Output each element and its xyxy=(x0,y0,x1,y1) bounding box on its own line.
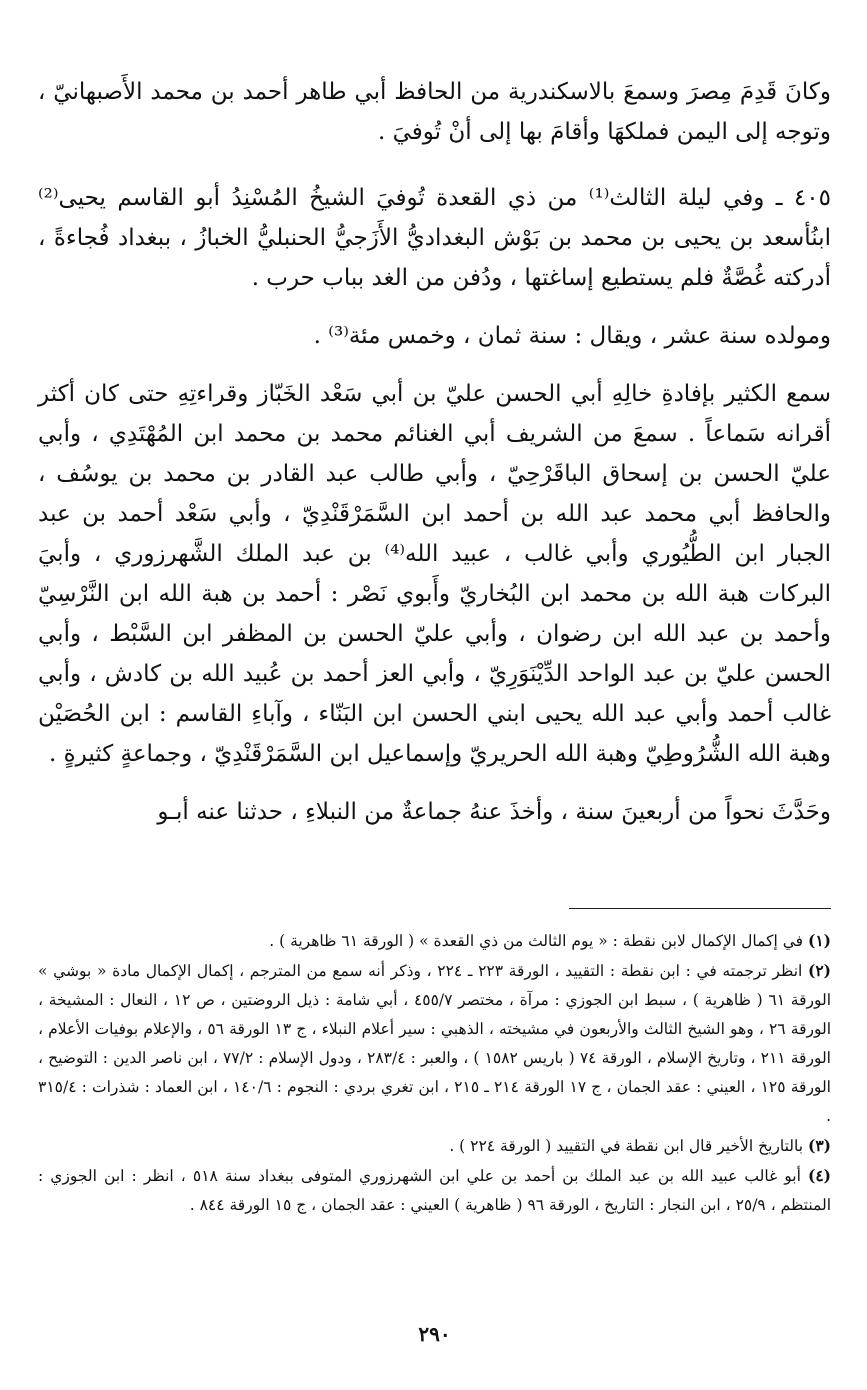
footnote-3 xyxy=(38,1131,831,1161)
paragraph-entry-405: ٤٠٥ ـ وفي ليلة الثالث⁽¹⁾ من ذي القعدة تُوفيَ الشيخُ المُسْنِدُ أبو القاسم يحيى⁽²⁾ ابنُأسعد بن يحيى بن محمد بن بَوْش البغداديُّ الأَزَجيُّ الحنبليُّ الخبازُ ، ببغداد فُجاءةً ، أدركته غُصَّةٌ فلم يستطيع إساغتها ، ودُفن من الغد بباب حرب . xyxy=(38,185,831,291)
main-text xyxy=(38,72,831,832)
footnote-text: بالتاريخ الأخير قال ابن نقطة في التقييد ( الورقة ٢٢٤ ) . xyxy=(449,1137,804,1155)
paragraph-intro: وكانَ قَدِمَ مِصرَ وسمعَ بالاسكندرية من الحافظ أبي طاهر أحمد بن محمد الأَصبهانيّ ، وتوجه إلى اليمن فملكهَا وأقامَ بها إلى أنْ تُوفيَ . xyxy=(38,79,831,145)
page-number: ٢٩٠ xyxy=(418,1322,451,1346)
footnote-text: في إكمال الإكمال لابن نقطة : « يوم الثالث من ذي القعدة » ( الورقة ٦١ ظاهرية ) . xyxy=(269,932,804,950)
footnote-1 xyxy=(38,926,831,956)
footnotes xyxy=(38,926,831,1220)
footnote-separator xyxy=(569,908,831,909)
footnote-4 xyxy=(38,1161,831,1220)
paragraph-teachers: سمع الكثير بإفادةِ خالِهِ أبي الحسن عليّ بن أبي سَعْد الخَبّاز وقراءتِهِ حتى كان أكثر أقرانه سَماعاً . سمعَ من الشريف أبي الغنائم محمد بن محمد ابن المُهْتَدِي ، وأبي عليّ الحسن بن إسحاق الباقَرْحِيّ ، وأبي طالب عبد القادر بن محمد بن يوسُف ، والحافظ أبي محمد عبد الله بن أحمد ابن السَّمَرْقَنْدِيّ ، وأبي سَعْد أحمد بن عبد الجبار ابن الطُّيُوري وأبي غالب ، عبيد الله⁽⁴⁾ بن عبد الملك الشَّهرزوري ، وأبيَ البركات هبة الله بن محمد ابن البُخاريّ وأَبوي نَصْر : أحمد بن هبة الله ابن النَّرْسِيّ وأحمد بن عبد الله ابن رضوان ، وأبي عليّ الحسن بن المظفر ابن السَّبْط ، وأبي الحسن عليّ بن عبد الواحد الدِّيْنَوَرِيّ ، وأبي العز أحمد بن عُبيد الله بن كادش ، وأبي غالب أحمد وأبي عبد الله يحيى ابني الحسن ابن البَنّاء ، وآباءِ القاسم : ابن الحُصَيْن وهبة الله الشُّرُوطِيّ وهبة الله الحريريّ وإسماعيل ابن السَّمَرْقَنْدِيّ ، وجماعةٍ كثيرةٍ . xyxy=(38,381,831,767)
book-page xyxy=(38,72,831,1372)
footnote-text: أبو غالب عبيد الله بن عبد الملك بن أحمد بن علي ابن الشهرزوري المتوفى ببغداد سنة ٥١٨ ، انظر : ابن الجوزي : المنتظم ، ٢٥/٩ ، ابن النجار : التاريخ ، الورقة ٩٦ ( ظاهرية ) العيني : عقد الجمان ، ج ١٥ الورقة ٨٤٤ . xyxy=(38,1167,831,1214)
footnote-number: (٣) xyxy=(807,1136,831,1155)
footnote-number: (١) xyxy=(807,931,831,950)
footnote-text: انظر ترجمته في : ابن نقطة : التقييد ، الورقة ٢٢٣ ـ ٢٢٤ ، وذكر أنه سمع من المترجم ، إكمال الإكمال مادة « بوشي » الورقة ٦١ ( ظاهرية ) ، سبط ابن الجوزي : مرآة ، مختصر ٤٥٥/٧ ، أبي شامة : ذيل الروضتين ، ص ١٢ ، النعال : المشيخة ، الورقة ٢٦ ، وهو الشيخ الثالث والأربعون في مشيخته ، الذهبي : سير أعلام النبلاء ، ج ١٣ الورقة ٥٦ ، والإعلام بوفيات الأعلام ، الورقة ٢١١ ، وتاريخ الإسلام ، الورقة ٧٤ ( باريس ١٥٨٢ ) ، والعبر : ٢٨٣/٤ ، ودول الإسلام : ٧٧/٢ ، ابن ناصر الدين : التوضيح ، الورقة ١٢٥ ، العيني : عقد الجمان ، ج ١٧ الورقة ٢١٤ ـ ٢١٥ ، ابن تغري بردي : النجوم : ١٤٠/٦ ، ابن العماد : شذرات : ٣١٥/٤ . xyxy=(38,962,832,1125)
footnote-number: (٢) xyxy=(807,961,831,980)
footnote-number: (٤) xyxy=(807,1166,831,1185)
paragraph-birth: ومولده سنة عشر ، ويقال : سنة ثمان ، وخمس مئة⁽³⁾ . xyxy=(313,323,831,349)
footnote-2 xyxy=(38,956,831,1131)
paragraph-narration: وحَدَّثَ نحواً من أربعينَ سنة ، وأخذَ عنهُ جماعةٌ من النبلاءِ ، حدثنا عنه أبـو xyxy=(157,799,831,825)
